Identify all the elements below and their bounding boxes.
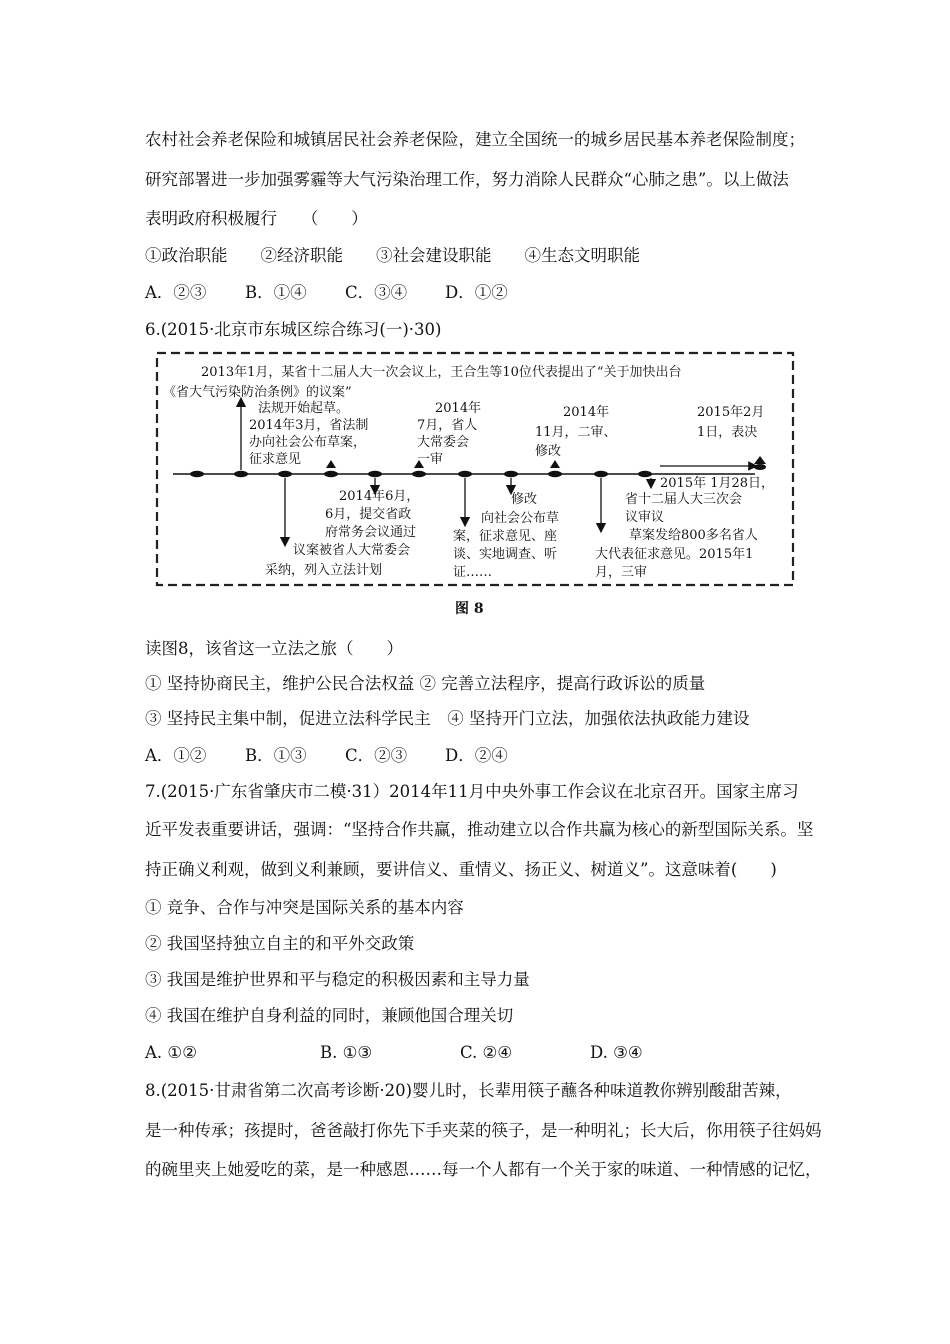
legislation-timeline-figure	[155, 350, 795, 590]
down-label-line: 议审议	[625, 510, 665, 525]
q6-options	[145, 746, 508, 766]
timeline-dot	[368, 471, 382, 477]
up-label-2014-mar	[249, 400, 368, 467]
q7-text-line-3: 持正确义利观，做到义利兼顾，要讲信义、重情义、扬正义、树道义”。这意味着( )	[145, 860, 777, 879]
q6-header: 6.(2015·北京市东城区综合练习(一)·30)	[145, 320, 442, 339]
up-label-2014-jul	[417, 400, 481, 467]
q7-text-line-1: 7.(2015·广东省肇庆市二模·31）2014年11月中央外事工作会议在北京召开。国家主席习	[145, 782, 799, 801]
timeline-dot	[504, 471, 518, 477]
timeline-dot	[278, 471, 292, 477]
q5-option-a[interactable]: A．②③	[145, 283, 207, 302]
up-label-line: 办向社会公布草案，	[249, 435, 367, 450]
up-label-line: 11月，二审、	[535, 425, 617, 440]
down-label-line: 草案发给800多名省人	[629, 528, 758, 543]
up-label-2015-feb	[697, 404, 764, 440]
up-marker	[326, 460, 336, 468]
q7-item-1: ① 竞争、合作与冲突是国际关系的基本内容	[145, 898, 464, 917]
q5-option-d[interactable]: D．①②	[445, 283, 508, 302]
down-label-line: 2014年6月，	[339, 489, 420, 504]
q7-option-b[interactable]: B. ①③	[320, 1043, 373, 1062]
up-label-line: 2014年	[435, 401, 482, 416]
q8-text-line-1: 8.(2015·甘肃省第二次高考诊断·20)婴儿时，长辈用筷子蘸各种味道教你辨别酸甜苦辣，	[145, 1081, 792, 1100]
q8-text-line-2: 是一种传承；孩提时，爸爸敲打你先下手夹菜的筷子，是一种明礼；长大后，你用筷子往妈妈	[145, 1121, 822, 1140]
up-label-line: 大常委会	[417, 435, 470, 450]
up-marker	[550, 460, 560, 468]
q6-item-line-1: ① 坚持协商民主，维护公民合法权益 ② 完善立法程序，提高行政诉讼的质量	[145, 674, 706, 693]
down-label-line: 案，征求意见、座	[453, 529, 558, 544]
up-label-line: 修改	[535, 444, 562, 459]
q6-option-d[interactable]: D．②④	[445, 746, 508, 765]
q6-item-line-2: ③ 坚持民主集中制，促进立法科学民主 ④ 坚持开门立法，加强依法执政能力建设	[145, 709, 750, 728]
figure-caption: 图 8	[455, 601, 484, 617]
q5-items: ①政治职能 ②经济职能 ③社会建设职能 ④生态文明职能	[145, 246, 640, 265]
q7-options	[145, 1043, 643, 1063]
q5-option-b[interactable]: B．①④	[245, 283, 307, 302]
q5-text-line-3: 表明政府积极履行 （ ）	[145, 209, 368, 228]
down-label-line: 议案被省人大常委会	[293, 543, 411, 558]
down-label-line: 修改	[511, 492, 538, 507]
down-label-revise	[453, 492, 559, 580]
q5-text-line-2: 研究部署进一步加强雾霾等大气污染治理工作，努力消除人民群众“心肺之患”。以上做法	[145, 170, 789, 189]
down-label-2014-jun	[325, 488, 419, 540]
q5-text-line-1: 农村社会养老保险和城镇居民社会养老保险，建立全国统一的城乡居民基本养老保险制度；	[145, 130, 805, 149]
down-label-line: 月，三审	[595, 565, 648, 580]
up-label-line: 2014年3月，省法制	[249, 418, 369, 433]
timeline-dot	[324, 471, 338, 477]
q6-option-b[interactable]: B．①③	[245, 746, 307, 765]
q6-stem: 读图8，该省这一立法之旅（ ）	[145, 639, 403, 658]
q8-text-line-3: 的碗里夹上她爱吃的菜，是一种感恩……每一个人都有一个关于家的味道、一种情感的记忆，	[145, 1160, 822, 1179]
q7-item-2: ② 我国坚持独立自主的和平外交政策	[145, 934, 415, 953]
q7-item-3: ③ 我国是维护世界和平与稳定的积极因素和主导力量	[145, 970, 530, 989]
timeline-svg	[155, 350, 795, 590]
top-note-line-2: 《省大气污染防治条例》的议案”	[163, 385, 352, 400]
q7-option-a[interactable]: A. ①②	[145, 1043, 197, 1062]
q5-option-c[interactable]: C．③④	[345, 283, 408, 302]
up-label-line: 一审	[417, 452, 444, 467]
q7-text-line-2: 近平发表重要讲话，强调：“坚持合作共赢，推动建立以合作共赢为核心的新型国际关系。坚	[145, 820, 814, 839]
down-label-line: 大代表征求意见。2015年1	[595, 547, 754, 562]
down-label-line: 向社会公布草	[481, 511, 560, 526]
down-label-line: 证……	[453, 565, 493, 580]
timeline-dot	[412, 471, 426, 477]
up-label-line: 征求意见	[249, 452, 302, 467]
q7-item-4: ④ 我国在维护自身利益的同时，兼顾他国合理关切	[145, 1006, 514, 1025]
down-label-proposal	[265, 542, 410, 578]
down-label-third-review	[595, 491, 758, 580]
q6-option-c[interactable]: C．②③	[345, 746, 408, 765]
down-label-line: 采纳，列入立法计划	[265, 563, 383, 578]
q7-option-c[interactable]: C. ②④	[460, 1043, 513, 1062]
timeline-dot	[458, 471, 472, 477]
down-label-line: 6月，提交省政	[325, 507, 412, 522]
up-label-line: 2015年2月	[697, 405, 765, 420]
down-label-2015-jan-28: 2015年 1月28日，	[660, 476, 775, 491]
end-marker	[754, 456, 766, 464]
down-label-line: 谈、实地调查、听	[453, 547, 558, 562]
up-label-line: 2014年	[563, 405, 610, 420]
up-label-2014-nov	[535, 404, 617, 459]
q5-options	[145, 283, 508, 303]
timeline-dot	[638, 471, 652, 477]
q7-option-d[interactable]: D. ③④	[590, 1043, 643, 1062]
up-label-line: 法规开始起草。	[258, 401, 350, 416]
down-label-line: 府常务会议通过	[325, 525, 417, 540]
timeline-dot	[190, 471, 204, 477]
timeline-dot	[234, 471, 248, 477]
down-label-line: 省十二届人大三次会	[625, 492, 743, 507]
up-label-line: 1日，表决	[697, 425, 758, 440]
top-note-line-1: 2013年1月，某省十二届人大一次会议上，王合生等10位代表提出了“关于加快出台	[201, 365, 682, 380]
timeline-dot	[594, 471, 608, 477]
timeline-dot	[548, 471, 562, 477]
up-label-line: 7月，省人	[417, 418, 478, 433]
end-dot	[754, 464, 766, 470]
q6-option-a[interactable]: A．①②	[145, 746, 207, 765]
